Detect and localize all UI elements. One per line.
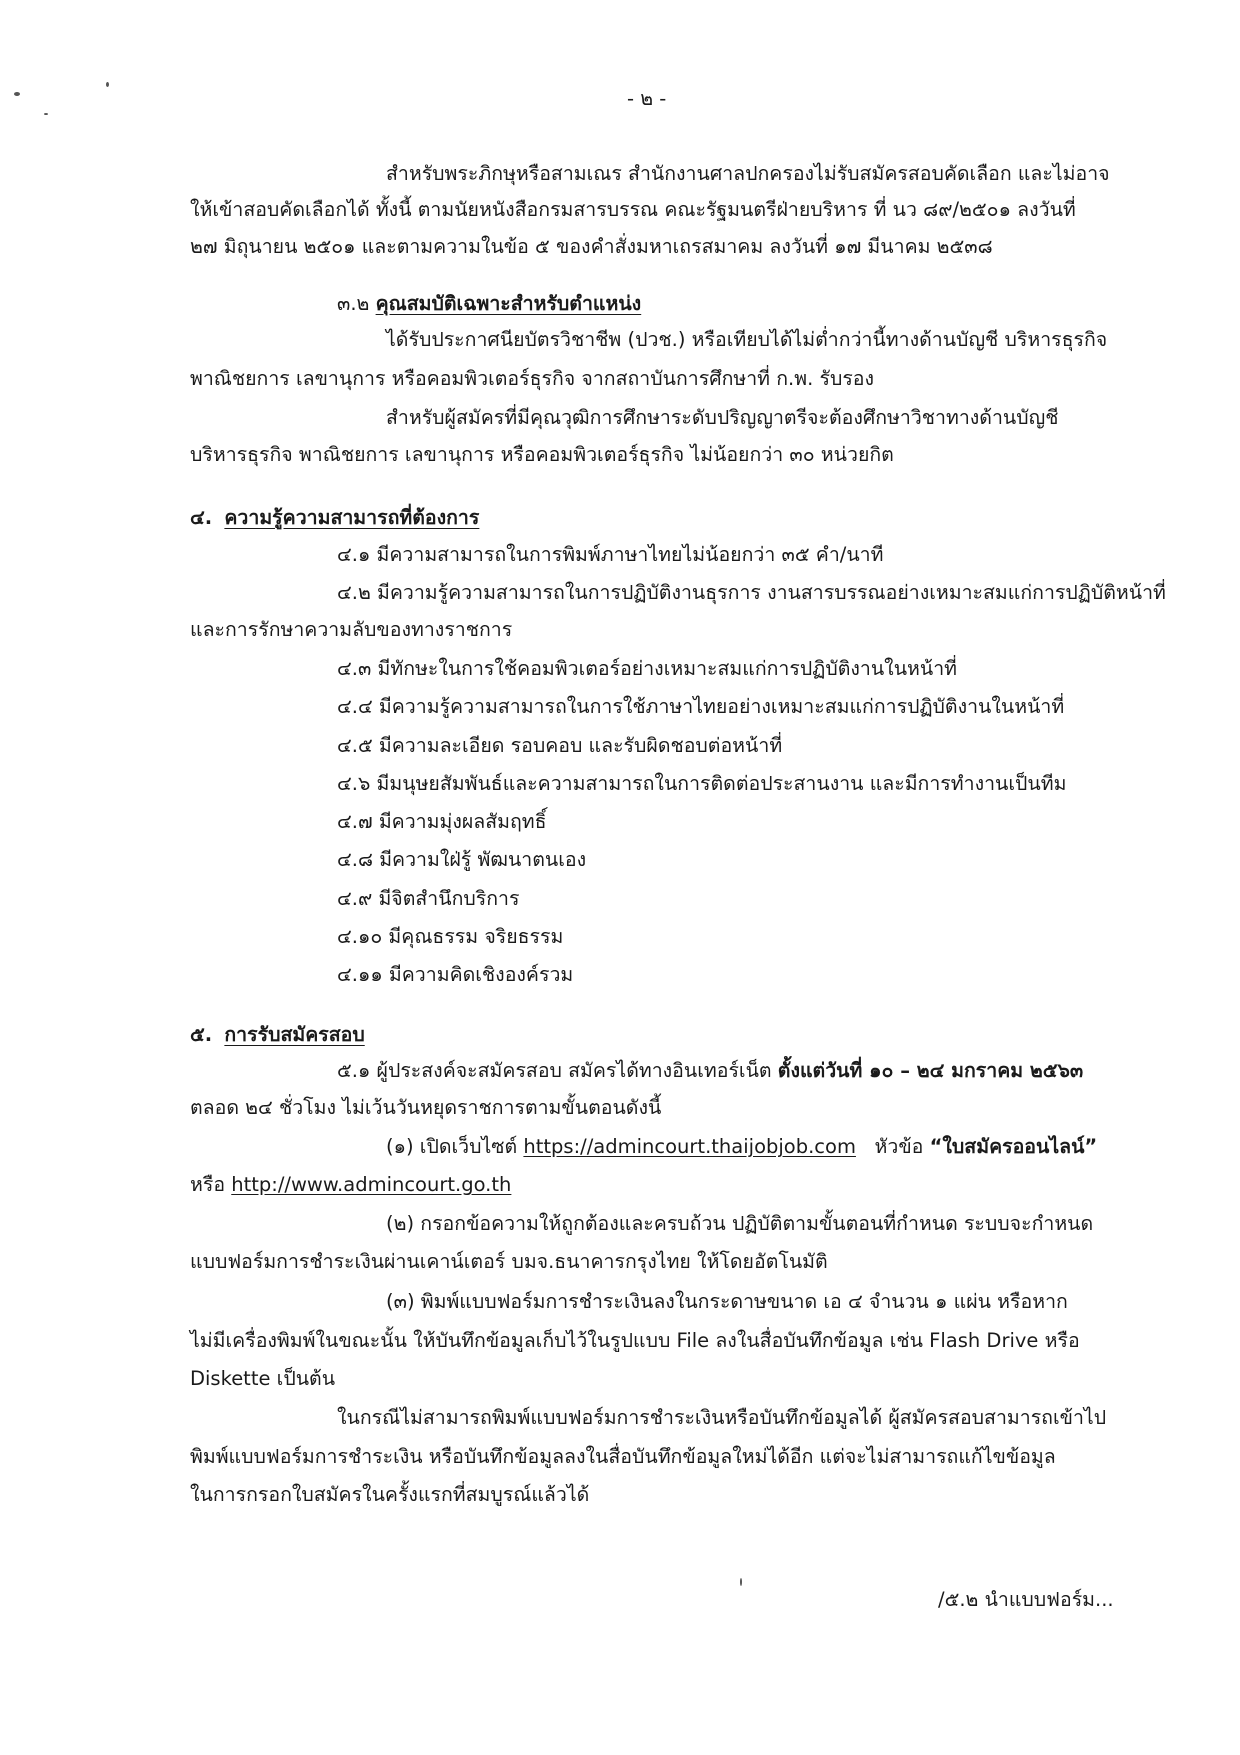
section-number: ๓.๒	[337, 292, 370, 315]
section-heading	[190, 1022, 365, 1048]
step-line: ไม่มีเครื่องพิมพ์ในขณะนั้น ให้บันทึกข้อมูลเก็บไว้ในรูปแบบ File ลงในสื่อบันทึกข้อมูล เช่น Flash Drive หรือ	[190, 1329, 1080, 1352]
section-title: ความรู้ความสามารถที่ต้องการ	[224, 506, 480, 529]
list-item: ๔.๕ มีความละเอียด รอบคอบ และรับผิดชอบต่อหน้าที่	[337, 734, 783, 757]
section-title: การรับสมัครสอบ	[224, 1023, 365, 1046]
paragraph-line: ตลอด ๒๔ ชั่วโมง ไม่เว้นวันหยุดราชการตามขั้นตอนดังนี้	[190, 1096, 662, 1119]
paragraph-line: พาณิชยการ เลขานุการ หรือคอมพิวเตอร์ธุรกิจ จากสถาบันการศึกษาที่ ก.พ. รับรอง	[190, 367, 875, 390]
list-item: ๔.๖ มีมนุษยสัมพันธ์และความสามารถในการติดต่อประสานงาน และมีการทำงานเป็นทีม	[337, 772, 1067, 795]
step-line: (๓) พิมพ์แบบฟอร์มการชำระเงินลงในกระดาษขนาด เอ ๔ จำนวน ๑ แผ่น หรือหาก	[386, 1290, 1068, 1313]
scan-speck	[106, 82, 109, 87]
text-run: (๑) เปิดเว็บไซต์	[386, 1135, 524, 1158]
admincourt-link[interactable]: http://www.admincourt.go.th	[231, 1173, 512, 1196]
list-item: ๔.๑๑ มีความคิดเชิงองค์รวม	[337, 963, 574, 986]
paragraph-line: บริหารธุรกิจ พาณิชยการ เลขานุการ หรือคอมพิวเตอร์ธุรกิจ ไม่น้อยกว่า ๓๐ หน่วยกิต	[190, 443, 894, 466]
thaijobjob-link[interactable]: https://admincourt.thaijobjob.com	[523, 1135, 856, 1158]
note-line: พิมพ์แบบฟอร์มการชำระเงิน หรือบันทึกข้อมูลลงในสื่อบันทึกข้อมูลใหม่ได้อีก แต่จะไม่สามารถแก้ไขข้อมูล	[190, 1445, 1056, 1468]
text-run: หัวข้อ	[855, 1135, 930, 1158]
paragraph-line: ได้รับประกาศนียบัตรวิชาชีพ (ปวช.) หรือเทียบได้ไม่ต่ำกว่านี้ทางด้านบัญชี บริหารธุรกิจ	[386, 328, 1108, 351]
scan-speck	[44, 113, 48, 115]
step-line	[386, 1134, 1097, 1160]
section-title: คุณสมบัติเฉพาะสำหรับตำแหน่ง	[375, 292, 642, 315]
online-form-label: “ใบสมัครออนไลน์”	[929, 1135, 1098, 1158]
list-item: ๔.๑๐ มีคุณธรรม จริยธรรม	[337, 925, 564, 948]
list-item: ๔.๓ มีทักษะในการใช้คอมพิวเตอร์อย่างเหมาะสมแก่การปฏิบัติงานในหน้าที่	[337, 657, 958, 680]
scan-speck	[740, 1578, 742, 1586]
intro-line: ให้เข้าสอบคัดเลือกได้ ทั้งนี้ ตามนัยหนังสือกรมสารบรรณ คณะรัฐมนตรีฝ่ายบริหาร ที่ นว ๘๙/๒๕๐๑ ลงวันที่	[190, 198, 1076, 221]
section-heading	[337, 291, 641, 317]
step-line: Diskette เป็นต้น	[190, 1367, 336, 1390]
section-number: ๔.	[190, 506, 213, 529]
page-number: - ๒ -	[627, 87, 667, 110]
list-item: ๔.๑ มีความสามารถในการพิมพ์ภาษาไทยไม่น้อยกว่า ๓๕ คำ/นาที	[337, 543, 884, 566]
list-item: และการรักษาความลับของทางราชการ	[190, 618, 513, 641]
step-line: แบบฟอร์มการชำระเงินผ่านเคาน์เตอร์ บมจ.ธนาคารกรุงไทย ให้โดยอัตโนมัติ	[190, 1250, 828, 1273]
note-line: ในการกรอกใบสมัครในครั้งแรกที่สมบูรณ์แล้วได้	[190, 1483, 590, 1506]
section-number: ๕.	[190, 1023, 213, 1046]
step-line: (๒) กรอกข้อความให้ถูกต้องและครบถ้วน ปฏิบัติตามขั้นตอนที่กำหนด ระบบจะกำหนด	[386, 1212, 1094, 1235]
paragraph-line: สำหรับผู้สมัครที่มีคุณวุฒิการศึกษาระดับปริญญาตรีจะต้องศึกษาวิชาทางด้านบัญชี	[386, 406, 1059, 429]
intro-line: ๒๗ มิถุนายน ๒๕๐๑ และตามความในข้อ ๕ ของคำสั่งมหาเถรสมาคม ลงวันที่ ๑๗ มีนาคม ๒๕๓๘	[190, 235, 993, 258]
paragraph-line	[337, 1058, 1083, 1084]
list-item: ๔.๘ มีความใฝ่รู้ พัฒนาตนเอง	[337, 848, 587, 871]
list-item: ๔.๒ มีความรู้ความสามารถในการปฏิบัติงานธุรการ งานสารบรรณอย่างเหมาะสมแก่การปฏิบัติหน้าที่	[337, 581, 1166, 604]
scan-speck	[14, 92, 20, 96]
application-dates: ตั้งแต่วันที่ ๑๐ – ๒๔ มกราคม ๒๕๖๓	[777, 1059, 1084, 1082]
note-line: ในกรณีไม่สามารถพิมพ์แบบฟอร์มการชำระเงินหรือบันทึกข้อมูลได้ ผู้สมัครสอบสามารถเข้าไป	[337, 1406, 1107, 1429]
text-run: ๕.๑ ผู้ประสงค์จะสมัครสอบ สมัครได้ทางอินเทอร์เน็ต	[337, 1059, 778, 1082]
section-heading	[190, 505, 479, 531]
list-item: ๔.๔ มีความรู้ความสามารถในการใช้ภาษาไทยอย่างเหมาะสมแก่การปฏิบัติงานในหน้าที่	[337, 695, 1065, 718]
text-run: หรือ	[190, 1173, 232, 1196]
intro-line: สำหรับพระภิกษุหรือสามเณร สำนักงานศาลปกครองไม่รับสมัครสอบคัดเลือก และไม่อาจ	[386, 162, 1110, 185]
list-item: ๔.๗ มีความมุ่งผลสัมฤทธิ์	[337, 810, 547, 833]
step-line	[190, 1172, 511, 1198]
list-item: ๔.๙ มีจิตสำนึกบริการ	[337, 887, 520, 910]
continuation-marker: /๕.๒ นำแบบฟอร์ม...	[938, 1588, 1114, 1611]
